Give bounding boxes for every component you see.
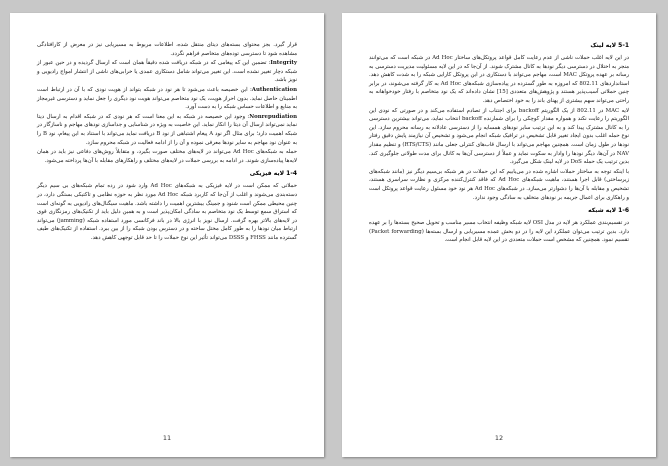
paragraph-authentication xyxy=(37,86,297,112)
paragraph-intro: قرار گیرد. بجز محتوای بسته‌های دیتای منتقل شده، اطلاعات مربوط به مسیریابی نیز در معرض از کارافتادگی مشاهده شود تا دسترسی توده‌های متخاصم فراهم نگردد. xyxy=(37,42,297,57)
term-nonrepudiation: Nonrepudiation xyxy=(249,113,297,120)
paragraph-physical-layer: حملاتی که ممکن است در لایه فیزیکی به شبکه‌های Ad Hoc وارد شود در رده تمام شبکه‌های بی سیم دیگر دسته‌بندی می‌شوند و اغلب از آن‌جا که کاربرد شبکه Ad Hoc مورد نظر به حوزه نظامی و تاکتیکی بستگی دارد، در چنین محیطی ممکن است شنود و جمینگ بیشترین اهمیت را داشته باشد. ماهیت سیگنال‌های رادیویی به گونه‌ای است که استراق سمع توسط یک نود متخاصم به سادگی امکان‌پذیر است و به همین دلیل باید از تکنیک‌های رمزنگاری قوی در لایه‌های بالاتر بهره گرفت. ارسال نویز با انرژی بالا در باند فرکانسی مورد استفاده شبکه (jamming) می‌تواند ارتباط میان نودها را به طور کامل مختل ساخته و در دسترس بودن شبکه را از بین ببرد. استفاده از تکنیک‌های طیف گسترده مانند FHSS و DSSS می‌تواند تأثیر این نوع حملات را تا حد قابل توجهی کاهش دهد. xyxy=(37,183,297,241)
document-page-right xyxy=(342,13,656,457)
page-number: 12 xyxy=(494,434,504,442)
document-page-left xyxy=(10,13,324,457)
term-integrity: Integrity xyxy=(270,60,297,67)
paragraph-link-layer-2: لایه MAC در 802.11 از یک الگوریتم backoff برای اجتناب از تصادم استفاده می‌کند و در صورتی که نودی این الگوریتم را رعایت نکند و همواره مقدار کوچکی را برای شمارنده backoff انتخاب نماید، می‌تواند بیشترین دسترسی را به کانال مشترک پیدا کند و به این ترتیب سایر نودهای همسایه را از دسترسی عادلانه به رسانه محروم سازد. این نوع حمله اغلب بدون ایجاد تغییر قابل تشخیص در ترافیک شبکه انجام می‌شود و تشخیص آن نیازمند پایش دقیق رفتار نودها در طول زمان است. همچنین مهاجم می‌تواند با ارسال قاب‌های کنترلی جعلی مانند (RTS/CTS) و تنظیم مقدار NAV در آن‌ها، دیگر نودها را وادار به سکوت نماید و عملاً از دسترسی آن‌ها به کانال برای مدت طولانی جلوگیری کند. بدین ترتیب یک حمله DoS در لایه لینک شکل می‌گیرد. xyxy=(369,107,630,166)
section-heading-network-layer: 1-6 لایه شبکه xyxy=(588,207,629,215)
page-content xyxy=(37,41,297,429)
section-heading-link-layer: 5-1 لایه لینک xyxy=(590,42,629,49)
integrity-definition: : تضمین این که پیغامی که در شبکه دریافت شده دقیقاً همان است که ارسال گردیده و در حین عبور از شبکه دچار تغییر نشده است. این تغییر می‌تواند شامل دستکاری عمدی یا خرابی‌های ناشی از انتشار امواج رادیویی و نویز باشد. xyxy=(37,60,297,84)
paragraph-link-layer-1: در این لایه اغلب حملات ناشی از عدم رعایت کامل قواعد پروتکل‌های ساختار Ad Hoc در شبکه است که می‌توانند منجر به اختلال در دسترسی دیگر نودها به کانال مشترک شوند. از آن‌جا که در این لایه مسئولیت مدیریت دسترسی به رسانه بر عهده پروتکل MAC است، مهاجم می‌تواند با دستکاری در این پروتکل کارایی شبکه را به شدت کاهش دهد. استانداردهای 802.11 که امروزه به طور گسترده در پیاده‌سازی شبکه‌های Ad Hoc به کار گرفته می‌شوند، در برابر چنین حملاتی آسیب‌پذیر هستند و پژوهش‌های متعددی [15] نشان داده‌اند که یک نود متخاصم با رفتار خودخواهانه به راحتی می‌تواند سهم بیشتری از پهنای باند را به خود اختصاص دهد. xyxy=(369,55,629,104)
paragraph-link-layer-3: با اینکه توجه به ساختار حملات اشاره شده در می‌یابیم که این حملات در هر شبکه بی‌سیم دیگر نیز (مانند شبکه‌های زیرساختی) قابل اجرا هستند، ماهیت شبکه‌های Ad Hoc که فاقد کنترل‌کننده مرکزی و نظارت سراسری هستند، تشخیص و مقابله با آن‌ها را دشوارتر می‌سازد. در شبکه‌های Ad Hoc هر نود خود مسئول رعایت قواعد پروتکل است و راهکاری برای اعمال جریمه بر نودهای متخلف به سادگی وجود ندارد. xyxy=(369,168,629,201)
section-heading-physical-layer: 1-4 لایه فیزیکی xyxy=(249,170,297,178)
term-authentication: Authentication xyxy=(251,86,297,93)
paragraph-network-layer: در تقسیم‌بندی عملکرد هر لایه در مدل OSI لایه شبکه وظیفه انتخاب مسیر مناسب و تحویل صحیح بسته‌ها را بر عهده دارد. بدین ترتیب می‌توان عملکرد این لایه را در دو بخش عمده مسیریابی و ارسال بسته‌ها (Packet forwarding) تقسیم نمود. همچنین که مشخص است حملات متعددی در این لایه قابل انجام است. xyxy=(369,220,630,244)
authentication-definition: : این خصیصه باعث می‌شود تا هر نود در شبکه بتواند از هویت نودی که با آن در ارتباط است اطمینان حاصل نماید. بدون احراز هویت، یک نود متخاصم می‌تواند هویت نود دیگری را جعل نماید و دسترسی غیرمجاز به منابع و اطلاعات حساس شبکه را به دست آورد. xyxy=(37,86,297,111)
nonrepudiation-definition: : وجود این خصیصه در شبکه به این معنا است که هر نودی که در شبکه اقدام به ارسال دیتا نماید نمی‌تواند ارسال آن دیتا را انکار نماید. این خاصیت به ویژه در شناسایی و جداسازی نودهای مهاجم و ناسازگار در شبکه اهمیت دارد؛ برای مثال اگر نود A پیغام اشتباهی از نود B دریافت نماید می‌تواند با استناد به این پیغام، نود B را به عنوان نود مهاجم به سایر نودها معرفی نموده و آن را از ادامه فعالیت در شبکه محروم سازد. xyxy=(37,113,297,146)
page-number: 11 xyxy=(162,434,172,442)
paragraph-integrity xyxy=(37,59,297,85)
paragraph-summary: حمله به شبکه‌های Ad Hoc می‌تواند در لایه‌های مختلف صورت بگیرد، و متقابلاً روش‌های دفاعی نیز باید در همان لایه‌ها پیاده‌سازی شوند. در ادامه به بررسی حملات در لایه‌های مختلف و راهکارهای مقابله با آن‌ها پرداخته می‌شود. xyxy=(37,149,298,164)
page-content xyxy=(369,41,629,429)
paragraph-nonrepudiation xyxy=(37,113,297,147)
